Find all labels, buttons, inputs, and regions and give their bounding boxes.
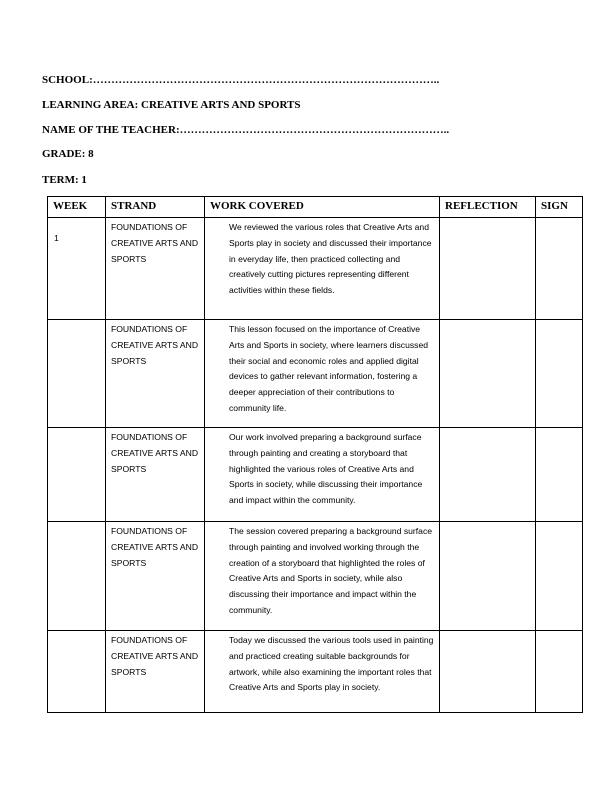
sign-cell[interactable] <box>536 320 583 428</box>
table-row <box>48 320 583 428</box>
record-of-work-table <box>47 196 583 713</box>
table-header-row <box>48 197 583 218</box>
col-reflection: REFLECTION <box>440 197 536 218</box>
strand-cell: FOUNDATIONS OF CREATIVE ARTS AND SPORTS <box>106 320 205 428</box>
reflection-cell[interactable] <box>440 631 536 713</box>
week-cell <box>48 522 106 631</box>
work-covered-cell: Our work involved preparing a background surface through painting and creating a storyboard that highlighted the various roles of Creative Arts and Sports in society, while discussing their importance and impact within the community. <box>205 428 440 522</box>
table-row <box>48 218 583 320</box>
school-field: SCHOOL:………………………………………………………………………………….. <box>42 74 440 86</box>
work-covered-cell: This lesson focused on the importance of Creative Arts and Sports in society, where learners discussed their social and economic roles and applied digital devices to gather relevant information, fostering a deeper appreciation of their contributions to community life. <box>205 320 440 428</box>
grade: GRADE: 8 <box>42 148 94 160</box>
week-cell: 1 <box>48 218 106 320</box>
col-strand: STRAND <box>106 197 205 218</box>
table-row <box>48 631 583 713</box>
table-row <box>48 428 583 522</box>
sign-cell[interactable] <box>536 218 583 320</box>
work-covered-cell: Today we discussed the various tools used in painting and practiced creating suitable backgrounds for artwork, while also examining the important roles that Creative Arts and Sports play in society. <box>205 631 440 713</box>
week-cell <box>48 631 106 713</box>
reflection-cell[interactable] <box>440 320 536 428</box>
term: TERM: 1 <box>42 174 87 186</box>
work-covered-cell: The session covered preparing a background surface through painting and involved working through the creation of a storyboard that highlighted the roles of Creative Arts and Sports in society, while also discussing their importance and impact within the community. <box>205 522 440 631</box>
table-row <box>48 522 583 631</box>
reflection-cell[interactable] <box>440 218 536 320</box>
strand-cell: FOUNDATIONS OF CREATIVE ARTS AND SPORTS <box>106 218 205 320</box>
strand-cell: FOUNDATIONS OF CREATIVE ARTS AND SPORTS <box>106 522 205 631</box>
sign-cell[interactable] <box>536 522 583 631</box>
col-work-covered: WORK COVERED <box>205 197 440 218</box>
work-covered-cell: We reviewed the various roles that Creative Arts and Sports play in society and discussed their importance in everyday life, then practiced collecting and creatively cutting pictures representing different activities within these fields. <box>205 218 440 320</box>
strand-cell: FOUNDATIONS OF CREATIVE ARTS AND SPORTS <box>106 428 205 522</box>
sign-cell[interactable] <box>536 631 583 713</box>
learning-area: LEARNING AREA: CREATIVE ARTS AND SPORTS <box>42 99 301 111</box>
strand-cell: FOUNDATIONS OF CREATIVE ARTS AND SPORTS <box>106 631 205 713</box>
teacher-name-field: NAME OF THE TEACHER:……………………………………………………………….. <box>42 124 450 136</box>
week-cell <box>48 428 106 522</box>
reflection-cell[interactable] <box>440 428 536 522</box>
col-sign: SIGN <box>536 197 583 218</box>
col-week: WEEK <box>48 197 106 218</box>
week-cell <box>48 320 106 428</box>
sign-cell[interactable] <box>536 428 583 522</box>
reflection-cell[interactable] <box>440 522 536 631</box>
